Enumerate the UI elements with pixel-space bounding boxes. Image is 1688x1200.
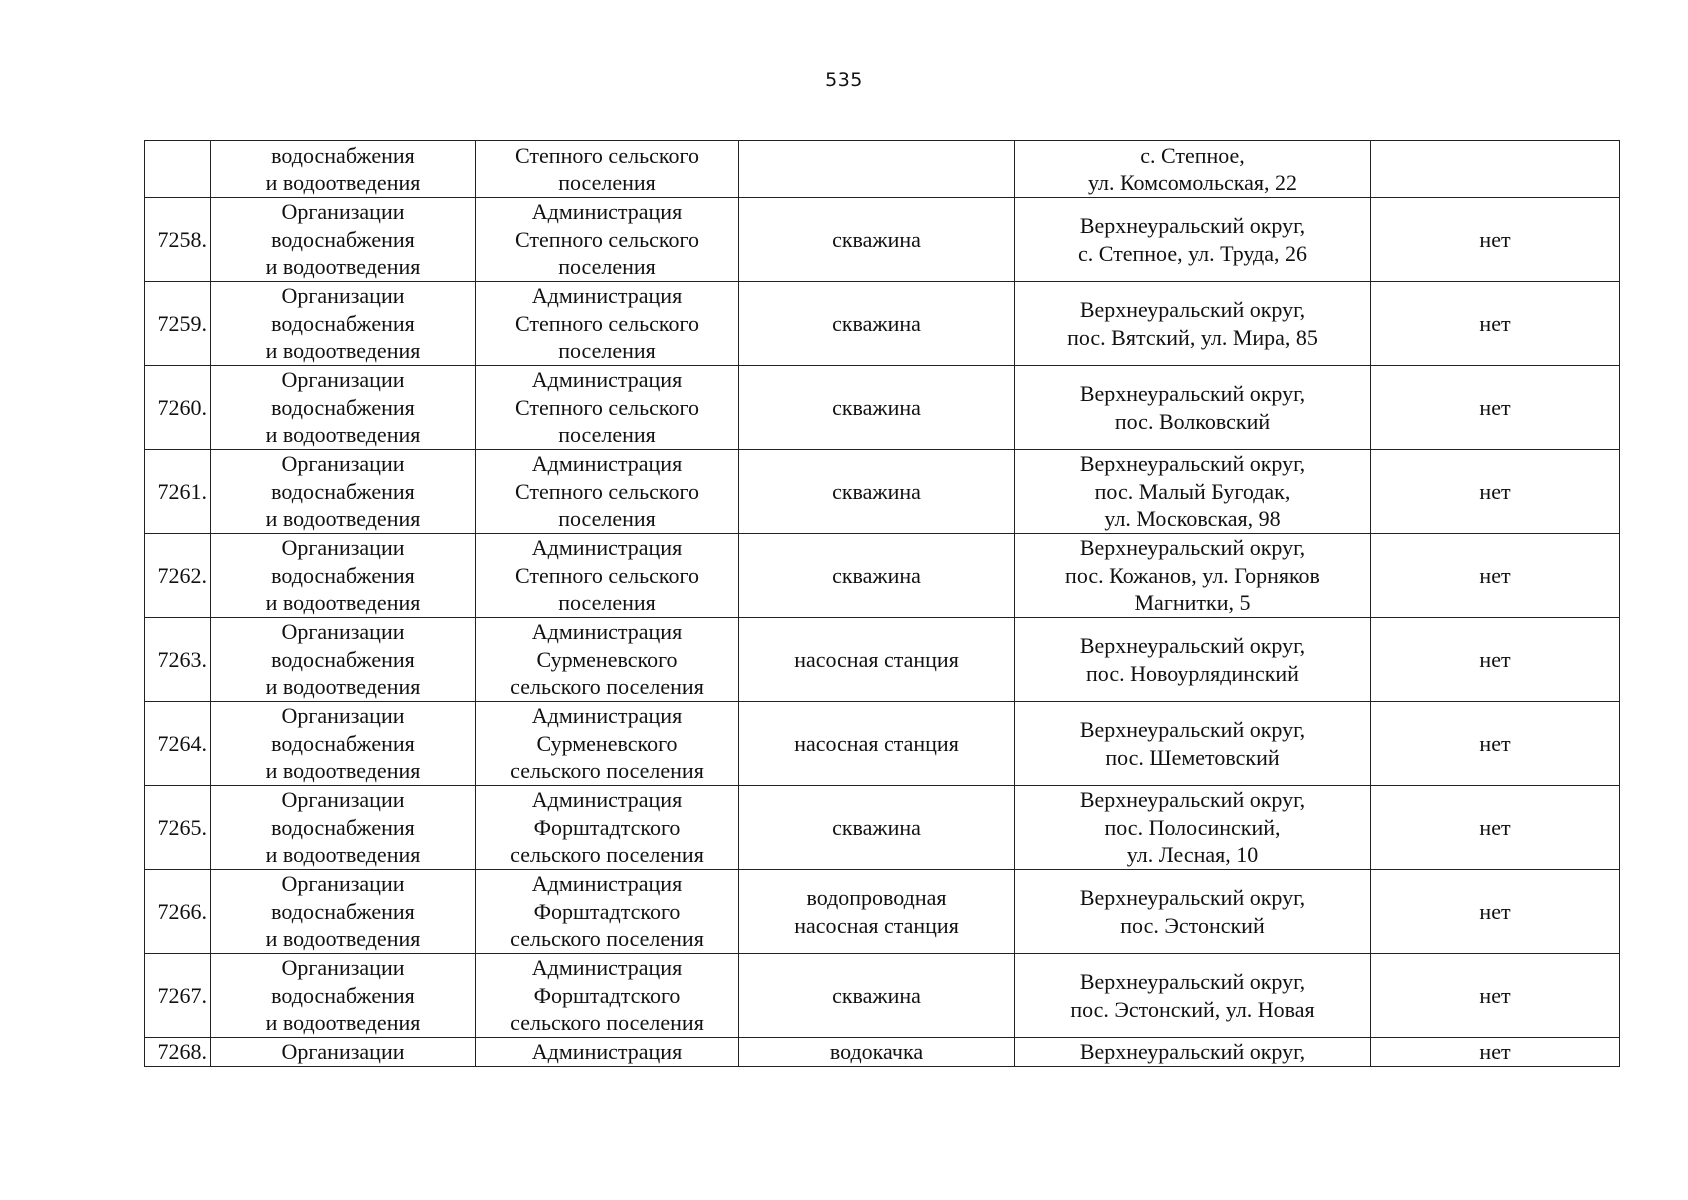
address-line: Верхнеуральский округ, xyxy=(1079,885,1306,910)
object-type-line: водокачка xyxy=(829,1039,924,1065)
administration-line: поселения xyxy=(558,338,656,364)
address-cell xyxy=(1015,450,1371,534)
administration-line: Сурменевского xyxy=(536,646,678,672)
object-type-line: скважина xyxy=(832,478,921,504)
operator-line: водоснабжения xyxy=(271,898,415,924)
row-number: 7266. xyxy=(157,898,207,924)
table-row xyxy=(145,618,1620,702)
status-cell xyxy=(1371,141,1620,198)
administration-line: сельского поселения xyxy=(510,758,704,784)
row-number-cell xyxy=(145,954,211,1038)
operator-cell xyxy=(211,198,476,282)
operator-line: и водоотведения xyxy=(265,674,421,700)
registry-table-body xyxy=(145,141,1620,1067)
address-line: ул. Лесная, 10 xyxy=(1126,842,1259,868)
object-type-cell xyxy=(739,702,1015,786)
address-line: Верхнеуральский округ, xyxy=(1079,1039,1306,1065)
administration-line: Степного сельского xyxy=(515,394,699,420)
address-line: Верхнеуральский округ, xyxy=(1079,213,1306,238)
operator-line: и водоотведения xyxy=(265,422,421,448)
status-cell xyxy=(1371,198,1620,282)
table-row xyxy=(145,870,1620,954)
operator-line: водоснабжения xyxy=(271,142,415,168)
administration-line: поселения xyxy=(558,590,656,616)
row-number-cell xyxy=(145,870,211,954)
object-type-line: насосная станция xyxy=(794,912,959,938)
administration-line: Сурменевского xyxy=(536,730,678,756)
page-number: 535 xyxy=(825,69,863,91)
operator-line: Организации xyxy=(281,619,405,645)
operator-line: и водоотведения xyxy=(265,506,421,532)
table-row xyxy=(145,366,1620,450)
address-line: пос. Новоурлядинский xyxy=(1086,660,1299,686)
operator-line: водоснабжения xyxy=(271,730,415,756)
address-line: Верхнеуральский округ, xyxy=(1079,381,1306,406)
administration-cell xyxy=(476,1038,739,1067)
row-number-cell xyxy=(145,534,211,618)
status-cell xyxy=(1371,450,1620,534)
object-type-line: насосная станция xyxy=(794,646,959,672)
status-cell xyxy=(1371,618,1620,702)
address-line: пос. Полосинский, xyxy=(1104,814,1281,840)
administration-cell xyxy=(476,450,739,534)
status-value: нет xyxy=(1479,1039,1511,1065)
row-number-cell xyxy=(145,282,211,366)
administration-line: Администрация xyxy=(531,955,683,981)
row-number-cell xyxy=(145,786,211,870)
address-line: пос. Кожанов, ул. Горняков xyxy=(1065,562,1320,588)
status-value: нет xyxy=(1479,982,1511,1008)
administration-cell xyxy=(476,954,739,1038)
status-value: нет xyxy=(1479,730,1511,756)
row-number-cell xyxy=(145,618,211,702)
address-line: Верхнеуральский округ, xyxy=(1079,717,1306,742)
operator-line: водоснабжения xyxy=(271,646,415,672)
object-type-line: скважина xyxy=(832,310,921,336)
table-row xyxy=(145,534,1620,618)
operator-line: Организации xyxy=(281,1039,405,1065)
table-row xyxy=(145,702,1620,786)
administration-cell xyxy=(476,534,739,618)
object-type-line: водопроводная xyxy=(806,885,947,910)
address-line: с. Степное, ул. Труда, 26 xyxy=(1077,240,1307,266)
operator-cell xyxy=(211,954,476,1038)
object-type-line: скважина xyxy=(832,394,921,420)
address-line: пос. Волковский xyxy=(1114,408,1271,434)
object-type-cell xyxy=(739,1038,1015,1067)
row-number: 7259. xyxy=(157,310,207,336)
operator-line: и водоотведения xyxy=(265,590,421,616)
administration-line: Форштадтского xyxy=(533,814,681,840)
status-value: нет xyxy=(1479,898,1511,924)
operator-cell xyxy=(211,534,476,618)
operator-line: и водоотведения xyxy=(265,254,421,280)
operator-line: водоснабжения xyxy=(271,478,415,504)
administration-cell xyxy=(476,870,739,954)
address-line: Верхнеуральский округ, xyxy=(1079,451,1306,477)
administration-cell xyxy=(476,786,739,870)
operator-line: водоснабжения xyxy=(271,310,415,336)
table-row xyxy=(145,1038,1620,1067)
operator-line: Организации xyxy=(281,871,405,897)
administration-line: Администрация xyxy=(531,535,683,561)
status-cell xyxy=(1371,282,1620,366)
address-cell xyxy=(1015,282,1371,366)
operator-cell xyxy=(211,702,476,786)
row-number: 7268. xyxy=(157,1039,207,1065)
object-type-cell xyxy=(739,618,1015,702)
administration-line: Администрация xyxy=(531,871,683,897)
administration-line: поселения xyxy=(558,170,656,195)
operator-cell xyxy=(211,141,476,198)
administration-line: сельского поселения xyxy=(510,926,704,952)
address-cell xyxy=(1015,786,1371,870)
operator-line: водоснабжения xyxy=(271,226,415,252)
administration-line: Степного сельского xyxy=(515,478,699,504)
address-line: пос. Вятский, ул. Мира, 85 xyxy=(1067,324,1318,350)
table-row xyxy=(145,141,1620,198)
administration-line: Форштадтского xyxy=(533,982,681,1008)
address-cell xyxy=(1015,954,1371,1038)
operator-line: водоснабжения xyxy=(271,394,415,420)
administration-line: поселения xyxy=(558,254,656,280)
address-line: Магнитки, 5 xyxy=(1134,590,1251,616)
status-cell xyxy=(1371,954,1620,1038)
address-cell xyxy=(1015,702,1371,786)
administration-cell xyxy=(476,366,739,450)
table-row xyxy=(145,282,1620,366)
object-type-cell xyxy=(739,450,1015,534)
object-type-cell xyxy=(739,870,1015,954)
status-value: нет xyxy=(1479,310,1511,336)
table-row xyxy=(145,450,1620,534)
operator-cell xyxy=(211,282,476,366)
row-number: 7263. xyxy=(157,646,207,672)
address-cell xyxy=(1015,198,1371,282)
administration-cell xyxy=(476,198,739,282)
address-cell xyxy=(1015,366,1371,450)
row-number: 7264. xyxy=(157,730,207,756)
operator-line: и водоотведения xyxy=(265,758,421,784)
table-row xyxy=(145,198,1620,282)
operator-line: Организации xyxy=(281,283,405,309)
address-cell xyxy=(1015,141,1371,198)
administration-line: Администрация xyxy=(531,283,683,309)
table-row xyxy=(145,786,1620,870)
row-number: 7258. xyxy=(157,226,207,252)
object-type-cell xyxy=(739,534,1015,618)
address-line: с. Степное, xyxy=(1140,142,1245,168)
administration-line: Администрация xyxy=(531,703,683,729)
administration-line: Администрация xyxy=(531,1039,683,1065)
operator-line: Организации xyxy=(281,787,405,813)
operator-cell xyxy=(211,618,476,702)
administration-line: Администрация xyxy=(531,619,683,645)
operator-cell xyxy=(211,786,476,870)
object-type-line: насосная станция xyxy=(794,730,959,756)
registry-table xyxy=(144,140,1620,1067)
status-value: нет xyxy=(1479,814,1511,840)
row-number-cell xyxy=(145,450,211,534)
operator-line: Организации xyxy=(281,535,405,561)
administration-line: Администрация xyxy=(531,367,683,393)
administration-line: Администрация xyxy=(531,787,683,813)
operator-line: и водоотведения xyxy=(265,338,421,364)
operator-cell xyxy=(211,366,476,450)
address-line: пос. Эстонский xyxy=(1120,912,1265,938)
address-line: ул. Московская, 98 xyxy=(1104,506,1281,532)
object-type-cell xyxy=(739,366,1015,450)
administration-line: Администрация xyxy=(531,199,683,225)
status-cell xyxy=(1371,366,1620,450)
administration-line: поселения xyxy=(558,506,656,532)
object-type-cell xyxy=(739,141,1015,198)
row-number-cell xyxy=(145,366,211,450)
operator-line: и водоотведения xyxy=(265,170,421,195)
operator-line: Организации xyxy=(281,367,405,393)
object-type-line: скважина xyxy=(832,226,921,252)
administration-cell xyxy=(476,702,739,786)
operator-cell xyxy=(211,450,476,534)
administration-line: сельского поселения xyxy=(510,842,704,868)
object-type-line: скважина xyxy=(832,814,921,840)
address-line: ул. Комсомольская, 22 xyxy=(1087,170,1298,195)
administration-line: Форштадтского xyxy=(533,898,681,924)
row-number: 7261. xyxy=(157,478,207,504)
operator-line: и водоотведения xyxy=(265,842,421,868)
administration-line: Степного сельского xyxy=(515,562,699,588)
address-cell xyxy=(1015,534,1371,618)
status-cell xyxy=(1371,870,1620,954)
operator-cell xyxy=(211,870,476,954)
row-number: 7260. xyxy=(157,394,207,420)
address-cell xyxy=(1015,1038,1371,1067)
administration-line: сельского поселения xyxy=(510,1010,704,1036)
status-value: нет xyxy=(1479,394,1511,420)
object-type-line: скважина xyxy=(832,982,921,1008)
operator-line: Организации xyxy=(281,703,405,729)
row-number-cell xyxy=(145,1038,211,1067)
object-type-cell xyxy=(739,198,1015,282)
status-cell xyxy=(1371,786,1620,870)
object-type-cell xyxy=(739,282,1015,366)
status-value: нет xyxy=(1479,562,1511,588)
status-value: нет xyxy=(1479,226,1511,252)
table-row xyxy=(145,954,1620,1038)
row-number-cell xyxy=(145,198,211,282)
row-number: 7267. xyxy=(157,982,207,1008)
administration-line: Степного сельского xyxy=(515,226,699,252)
administration-line: сельского поселения xyxy=(510,674,704,700)
operator-line: Организации xyxy=(281,955,405,981)
object-type-cell xyxy=(739,954,1015,1038)
address-line: Верхнеуральский округ, xyxy=(1079,535,1306,561)
address-line: пос. Шеметовский xyxy=(1105,744,1280,770)
status-cell xyxy=(1371,534,1620,618)
address-cell xyxy=(1015,618,1371,702)
address-line: Верхнеуральский округ, xyxy=(1079,787,1306,813)
address-line: пос. Малый Бугодак, xyxy=(1094,478,1291,504)
operator-line: водоснабжения xyxy=(271,982,415,1008)
row-number: 7262. xyxy=(157,562,207,588)
row-number-cell xyxy=(145,702,211,786)
administration-cell xyxy=(476,141,739,198)
status-cell xyxy=(1371,702,1620,786)
administration-line: поселения xyxy=(558,422,656,448)
address-line: пос. Эстонский, ул. Новая xyxy=(1070,996,1315,1022)
administration-line: Степного сельского xyxy=(515,142,699,168)
operator-line: и водоотведения xyxy=(265,1010,421,1036)
operator-line: водоснабжения xyxy=(271,814,415,840)
address-line: Верхнеуральский округ, xyxy=(1079,297,1306,322)
administration-line: Степного сельского xyxy=(515,310,699,336)
address-line: Верхнеуральский округ, xyxy=(1079,633,1306,658)
address-cell xyxy=(1015,870,1371,954)
administration-line: Администрация xyxy=(531,451,683,477)
status-value: нет xyxy=(1479,478,1511,504)
row-number-cell xyxy=(145,141,211,198)
object-type-cell xyxy=(739,786,1015,870)
status-cell xyxy=(1371,1038,1620,1067)
operator-line: и водоотведения xyxy=(265,926,421,952)
administration-cell xyxy=(476,618,739,702)
object-type-line: скважина xyxy=(832,562,921,588)
row-number: 7265. xyxy=(157,814,207,840)
operator-line: Организации xyxy=(281,199,405,225)
operator-line: водоснабжения xyxy=(271,562,415,588)
address-line: Верхнеуральский округ, xyxy=(1079,969,1306,994)
status-value: нет xyxy=(1479,646,1511,672)
administration-cell xyxy=(476,282,739,366)
operator-line: Организации xyxy=(281,451,405,477)
operator-cell xyxy=(211,1038,476,1067)
